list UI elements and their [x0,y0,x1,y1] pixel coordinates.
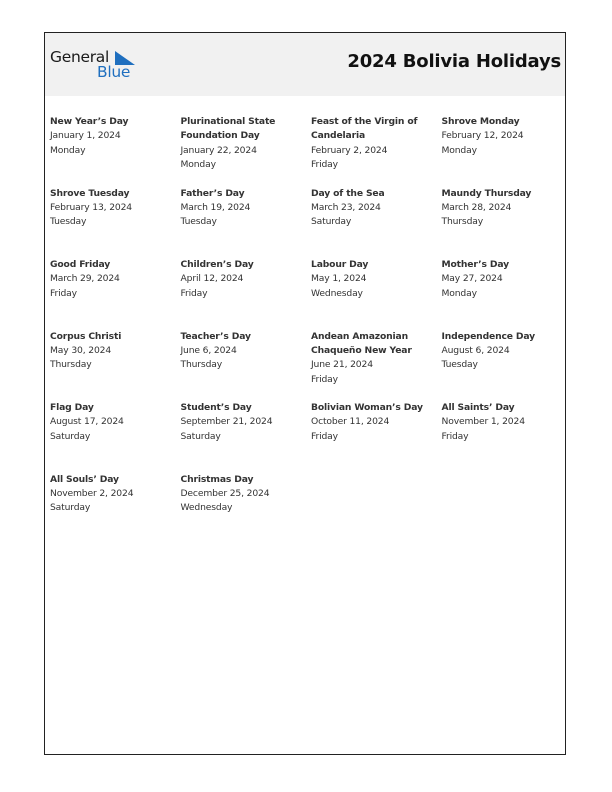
holiday-date: September 21, 2024 [180,416,273,428]
holiday-weekday: Tuesday [180,216,217,228]
holiday-row [50,401,570,473]
holiday-item [442,330,573,402]
holiday-name: All Souls’ Day [50,473,119,485]
holiday-name: Bolivian Woman’s Day [311,402,423,413]
holiday-item [181,187,312,259]
holiday-item [181,473,312,545]
holiday-name: Corpus Christi [50,330,122,342]
holiday-item [442,187,573,259]
holiday-weekday: Wednesday [311,287,363,299]
holiday-name: Flag Day [50,402,94,413]
holiday-date: October 11, 2024 [311,416,390,428]
holiday-date: December 25, 2024 [180,487,270,499]
holiday-date: February 2, 2024 [311,144,388,156]
holiday-name: Christmas Day [180,473,254,485]
holiday-grid [50,115,570,544]
holiday-name: Teacher’s Day [180,330,251,342]
holiday-date: February 13, 2024 [50,201,132,213]
holiday-date: November 1, 2024 [441,416,525,428]
holiday-item [442,115,573,187]
holiday-name: Feast of the Virgin of Candelaria [311,116,418,142]
holiday-weekday: Saturday [180,430,221,442]
holiday-item [311,258,442,330]
holiday-date: May 1, 2024 [311,273,367,285]
page-frame [44,32,566,755]
holiday-name: Student’s Day [180,402,252,413]
holiday-weekday: Monday [441,144,477,156]
holiday-weekday: Tuesday [50,216,87,228]
holiday-weekday: Friday [311,373,338,385]
holiday-name: Shrove Tuesday [50,187,130,199]
holiday-name: All Saints’ Day [441,402,515,413]
holiday-date: January 22, 2024 [180,144,257,156]
holiday-weekday: Thursday [441,216,484,228]
holiday-date: November 2, 2024 [50,487,134,499]
holiday-date: April 12, 2024 [180,273,244,285]
holiday-weekday: Monday [50,144,86,156]
holiday-date: March 29, 2024 [50,273,120,285]
holiday-date: May 27, 2024 [441,273,503,285]
holiday-weekday: Wednesday [180,502,233,514]
header-band [45,33,565,96]
holiday-item [442,401,573,473]
holiday-weekday: Saturday [50,430,91,442]
holiday-item [181,401,312,473]
holiday-row [50,473,570,545]
holiday-item [50,330,181,402]
holiday-date: March 19, 2024 [180,201,251,213]
holiday-item [311,187,442,259]
holiday-date: May 30, 2024 [50,344,112,356]
holiday-weekday: Monday [180,159,216,171]
holiday-weekday: Tuesday [441,359,478,371]
holiday-date: January 1, 2024 [50,130,121,142]
holiday-weekday: Friday [311,159,338,171]
holiday-weekday: Friday [180,287,208,299]
holiday-item [50,115,181,187]
holiday-item [442,258,573,330]
holiday-row [50,258,570,330]
holiday-weekday: Friday [441,430,469,442]
holiday-row [50,187,570,259]
holiday-row [50,330,570,402]
holiday-row [50,115,570,187]
holiday-name: Maundy Thursday [441,187,532,199]
holiday-item [50,258,181,330]
holiday-name: Andean Amazonian Chaqueño New Year [311,330,412,356]
holiday-item [311,401,442,473]
holiday-name: Good Friday [50,259,111,270]
holiday-weekday: Saturday [311,216,352,228]
holiday-weekday: Saturday [50,502,91,514]
holiday-date: March 28, 2024 [441,201,512,213]
holiday-name: Children’s Day [180,259,254,270]
holiday-weekday: Friday [311,430,338,442]
holiday-name: Plurinational State Foundation Day [180,116,276,142]
holiday-item [311,115,442,187]
holiday-name: Labour Day [311,259,369,270]
holiday-name: Independence Day [441,330,535,342]
holiday-weekday: Thursday [50,359,92,371]
holiday-item [181,258,312,330]
page-title: 2024 Bolivia Holidays [347,51,561,72]
holiday-date: August 17, 2024 [50,416,124,428]
holiday-item [50,187,181,259]
logo-word-blue: Blue [97,63,131,81]
holiday-weekday: Monday [441,287,477,299]
holiday-weekday: Thursday [180,359,223,371]
holiday-item [181,330,312,402]
holiday-name: Mother’s Day [441,259,509,270]
logo-word-general: General [50,48,109,66]
holiday-date: June 21, 2024 [311,359,373,371]
holiday-weekday: Friday [50,287,77,299]
holiday-date: August 6, 2024 [441,344,510,356]
generalblue-logo [50,48,140,84]
holiday-item [50,401,181,473]
holiday-name: Shrove Monday [441,116,520,127]
holiday-item [50,473,181,545]
holiday-item [311,330,442,402]
holiday-name: Day of the Sea [311,187,385,199]
holiday-date: June 6, 2024 [180,344,237,356]
holiday-date: February 12, 2024 [441,130,524,142]
holiday-item [181,115,312,187]
holiday-date: March 23, 2024 [311,201,381,213]
holiday-name: New Year’s Day [50,116,129,127]
holiday-name: Father’s Day [180,187,245,199]
